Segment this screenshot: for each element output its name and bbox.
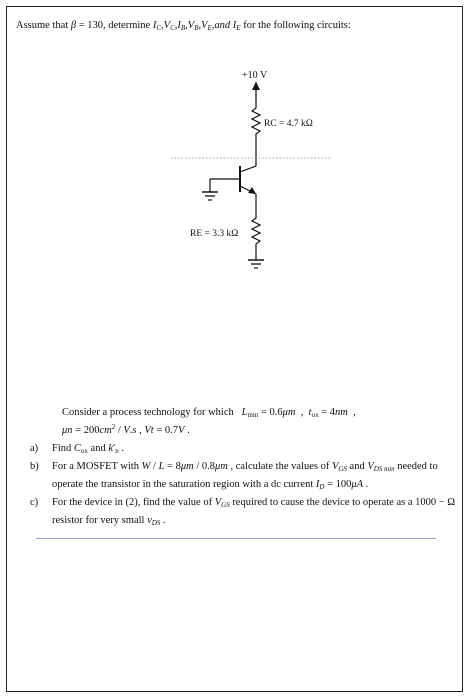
question-c: c) For the device in (2), find the value of $V_{GS}$ required to cause the device to operate as a 1000 − Ω resistor for very small $v_{DS}$ . — [30, 497, 456, 527]
mosfet-problem — [30, 404, 458, 530]
rc-resistor — [252, 102, 260, 140]
problem-intro: Consider a process technology for which $L_{min} = 0.6\mu m$ , $t_{ox} = 4nm$ , — [62, 407, 356, 419]
divider-line — [36, 538, 436, 539]
npn-transistor — [240, 166, 256, 194]
base-ground-icon — [202, 192, 218, 200]
problem-header — [16, 20, 351, 31]
rc-label: RC = 4.7 kΩ — [264, 119, 313, 129]
emitter-ground-icon — [248, 260, 264, 268]
header-text: Assume that β = 130, determine $I_C,V_C,I_B,V_B,V_E,and$ $I_E$ for the following circuits: — [16, 20, 351, 32]
bjt-circuit-diagram — [170, 62, 350, 282]
re-resistor — [252, 212, 260, 250]
supply-label: +10 V — [242, 70, 268, 81]
question-a: a) Find $C_{ox}$ and $k'_n$ . — [30, 443, 125, 455]
re-label: RE = 3.3 kΩ — [190, 229, 239, 239]
question-b: b) For a MOSFET with W / L = 8μm / 0.8μm , calculate the values of $V_{GS}$ and $V_{DS min}$ needed to operate the transistor in the saturation region with a dc current $I_D = 100\mu A$ . — [30, 461, 438, 491]
problem-params: $\mu n = 200cm^2 / V.s$ , Vt = 0.7V . — [62, 423, 190, 436]
